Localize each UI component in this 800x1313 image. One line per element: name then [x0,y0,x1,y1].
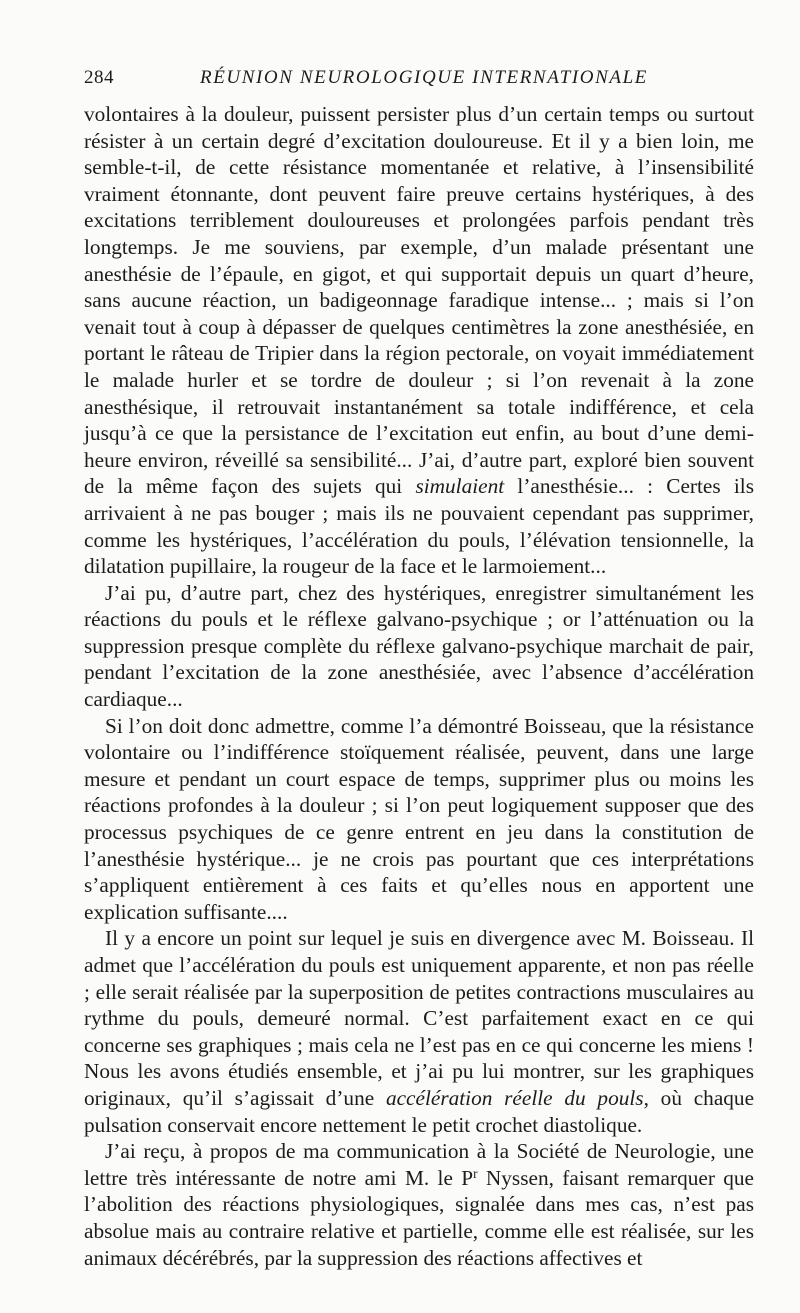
running-header [84,64,754,92]
paragraph-text: volontaires à la douleur, puissent persister plus d’un certain temps ou surtout résister à un certain degré d’excitation douloureuse. Et il y a bien loin, me semble-t-il, de cette résistance momentanée et relative, à l’insensibilité vraiment étonnante, dont peuvent faire preuve certains hystériques, à des excitations terriblement douloureuses et prolongées parfois pendant très longtemps. Je me souviens, par exemple, d’un malade présentant une anesthésie de l’épaule, en gigot, et qui supportait depuis un quart d’heure, sans aucune réaction, un badigeonnage faradique intense... ; mais si l’on venait tout à coup à dépasser de quelques centimètres la zone anesthésiée, en portant le râteau de Tripier dans la région pectorale, on voyait immédiatement le malade hurler et se tordre de douleur ; si l’on revenait à la zone anesthésique, il retrouvait instantanément sa totale indifférence, et cela jusqu’à ce que la persistance de l’excitation eut enfin, au bout d’une demi-heure environ, réveillé sa sensibilité... J’ai, d’autre part, exploré bien souvent de la même façon des sujets qui [84,102,754,499]
page-number: 284 [84,67,114,88]
paragraph-text: Si l’on doit donc admettre, comme l’a démontré Boisseau, que la résistance volontaire ou l’indifférence stoïquement réalisée, peuvent, dans une large mesure et pendant un court espace de temps, supprimer plus ou moins les réactions profondes à la douleur ; si l’on peut logiquement supposer que des processus psychiques de ce genre entrent en jeu dans la constitution de l’anesthésie hystérique... je ne crois pas pourtant que ces interprétations s’appliquent entièrement à ces faits et qu’elles nous en apportent une explication suffisante.... [84,713,754,924]
italic-emphasis: accélération réelle du pouls [385,1085,644,1110]
paragraph [84,580,754,713]
italic-emphasis: simulaient [415,474,505,499]
superscript: r [473,1165,478,1181]
running-title: RÉUNION NEUROLOGIQUE INTERNATIONALE [200,67,648,88]
paragraph-text: l’anesthésie... : Certes ils arrivaient à ne pas bouger ; mais ils ne pouvaient cependant pas supprimer, comme les hystériques, l’accélération du pouls, l’élévation tensionnelle, la dilatation pupillaire, la rougeur de la face et le larmoiement... [84,474,755,579]
body-text [84,101,754,1271]
paragraph [84,713,754,926]
paragraph-text: Il y a encore un point sur lequel je suis en divergence avec M. Boisseau. Il admet que l’accélération du pouls est uniquement apparente, et non pas réelle ; elle serait réalisée par la superposition de petites contractions musculaires au rythme du pouls, demeuré normal. C’est parfaitement exact en ce qui concerne ses graphiques ; mais cela ne l’est pas en ce qui concerne les miens ! Nous les avons étudiés ensemble, et j’ai pu lui montrer, sur les graphiques originaux, qu’il s’agissait d’une [84,926,754,1110]
paragraph [84,1138,754,1271]
paragraph [84,101,754,580]
paragraph-text: J’ai reçu, à propos de ma communication à la Société de Neurologie, une lettre très intéressante de notre ami M. le P [84,1139,754,1190]
paragraph-text: J’ai pu, d’autre part, chez des hystériques, enregistrer simultanément les réactions du pouls et le réflexe galvano-psychique ; or l’atténuation ou la suppression presque complète du réflexe galvano-psychique marchait de pair, pendant l’excitation de la zone anesthésiée, avec l’absence d’accélération cardiaque... [84,580,754,712]
paragraph [84,925,754,1138]
paragraph-text: Nyssen, faisant remarquer que l’abolition des réactions physiologiques, signalée dans mes cas, n’est pas absolue mais au contraire relative et partielle, comme elle est réalisée, sur les animaux décérébrés, par la suppression des réactions affectives et [84,1165,755,1270]
paragraph-text: , où chaque pulsation conservait encore nettement le petit crochet diastolique. [84,1085,755,1137]
